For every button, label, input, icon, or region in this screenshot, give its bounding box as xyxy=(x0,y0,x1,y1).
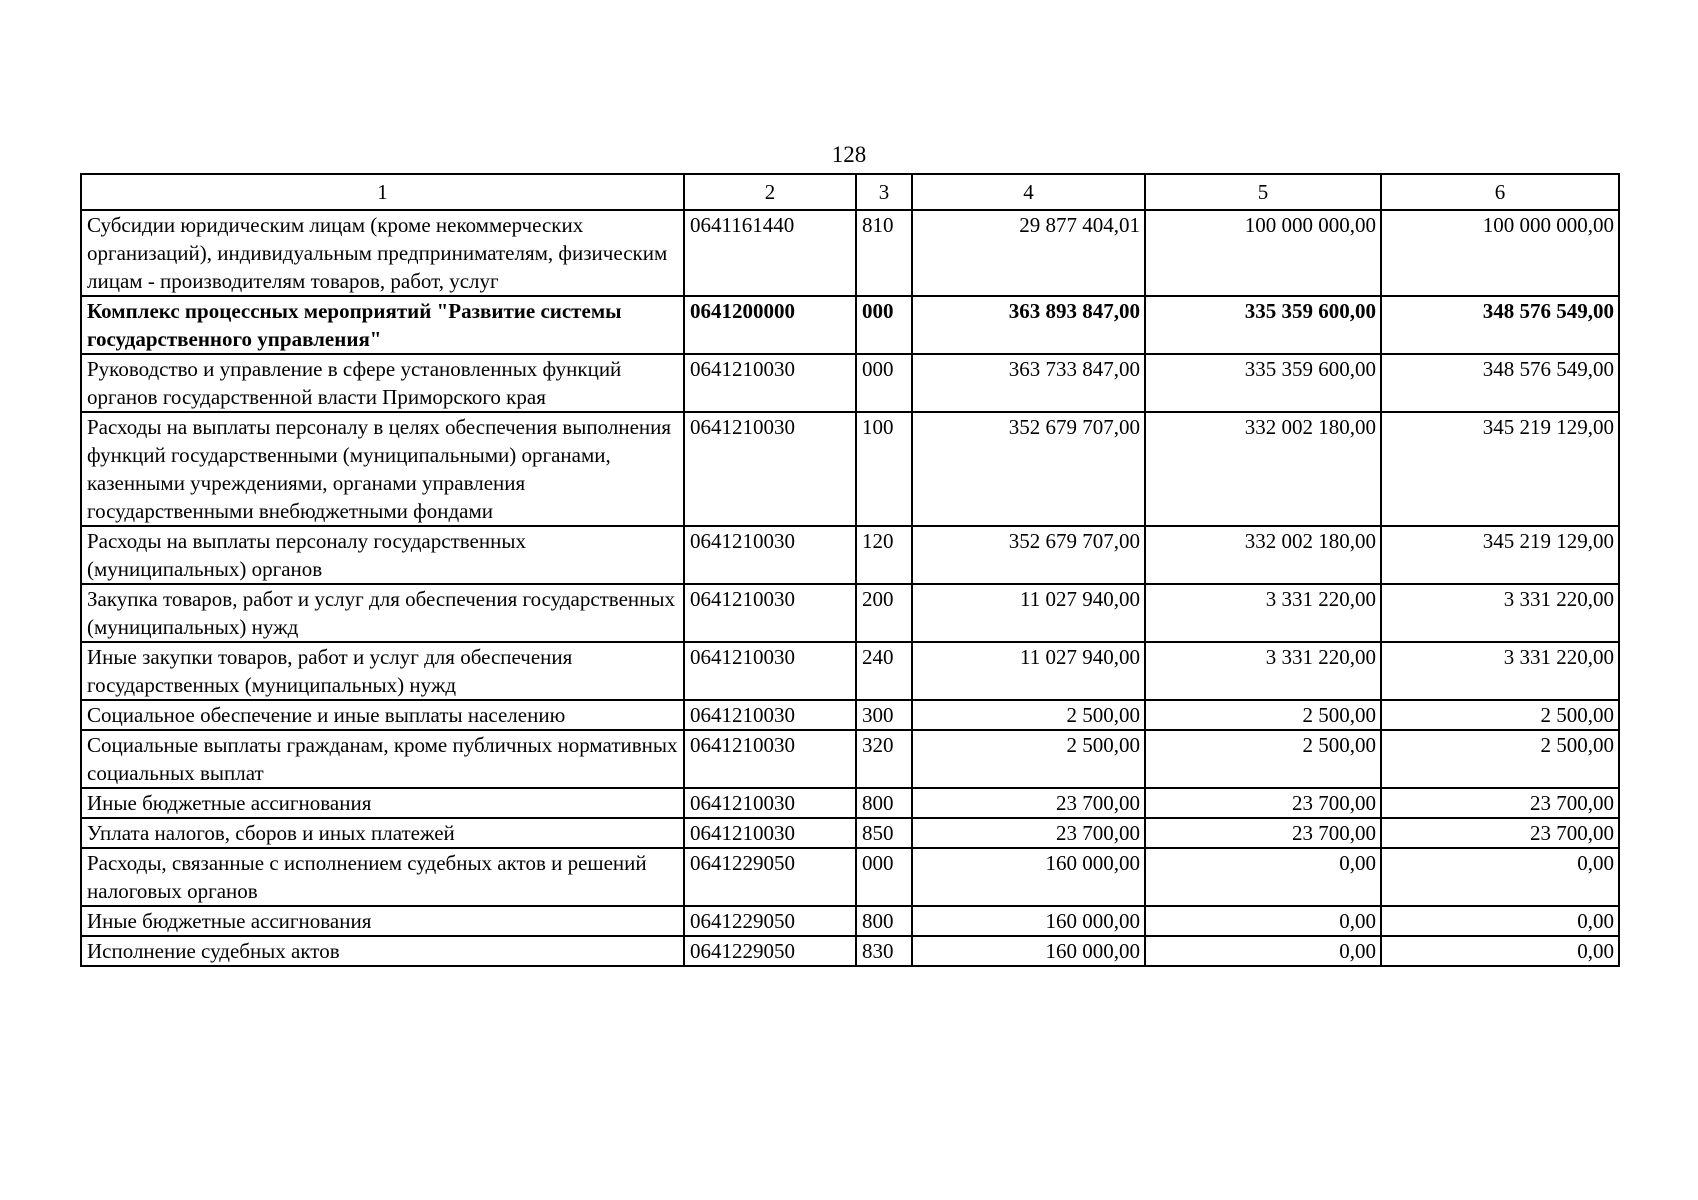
table-row xyxy=(81,642,1619,700)
row-amount-col4-cell: 2 500,00 xyxy=(912,730,1145,788)
row-amount-col5-cell: 2 500,00 xyxy=(1145,700,1381,730)
row-type-cell: 830 xyxy=(856,936,912,966)
row-amount-col6-cell: 23 700,00 xyxy=(1381,818,1619,848)
row-amount-col4-cell: 160 000,00 xyxy=(912,906,1145,936)
table-row xyxy=(81,818,1619,848)
column-header: 2 xyxy=(684,174,856,210)
row-code-cell: 0641229050 xyxy=(684,848,856,906)
column-header: 4 xyxy=(912,174,1145,210)
table-row xyxy=(81,906,1619,936)
row-amount-col4-cell: 352 679 707,00 xyxy=(912,526,1145,584)
row-name-cell: Субсидии юридическим лицам (кроме некоммерческих организаций), индивидуальным предпринимателям, физическим лицам - производителям товаров, работ, услуг xyxy=(81,210,684,296)
row-amount-col5-cell: 3 331 220,00 xyxy=(1145,584,1381,642)
table-row xyxy=(81,730,1619,788)
table-row xyxy=(81,700,1619,730)
row-amount-col5-cell: 335 359 600,00 xyxy=(1145,296,1381,354)
row-amount-col4-cell: 23 700,00 xyxy=(912,788,1145,818)
row-name-cell: Социальные выплаты гражданам, кроме публичных нормативных социальных выплат xyxy=(81,730,684,788)
row-type-cell: 800 xyxy=(856,906,912,936)
row-amount-col4-cell: 11 027 940,00 xyxy=(912,642,1145,700)
row-code-cell: 0641210030 xyxy=(684,818,856,848)
row-amount-col6-cell: 348 576 549,00 xyxy=(1381,296,1619,354)
row-name-cell: Закупка товаров, работ и услуг для обеспечения государственных (муниципальных) нужд xyxy=(81,584,684,642)
row-type-cell: 000 xyxy=(856,354,912,412)
row-type-cell: 850 xyxy=(856,818,912,848)
row-name-cell: Комплекс процессных мероприятий "Развитие системы государственного управления" xyxy=(81,296,684,354)
row-code-cell: 0641210030 xyxy=(684,584,856,642)
row-name-cell: Иные бюджетные ассигнования xyxy=(81,788,684,818)
row-code-cell: 0641229050 xyxy=(684,906,856,936)
row-code-cell: 0641210030 xyxy=(684,788,856,818)
row-type-cell: 810 xyxy=(856,210,912,296)
row-amount-col4-cell: 160 000,00 xyxy=(912,848,1145,906)
row-code-cell: 0641210030 xyxy=(684,526,856,584)
row-type-cell: 800 xyxy=(856,788,912,818)
row-code-cell: 0641210030 xyxy=(684,412,856,526)
row-amount-col5-cell: 332 002 180,00 xyxy=(1145,526,1381,584)
row-amount-col4-cell: 363 893 847,00 xyxy=(912,296,1145,354)
column-header: 6 xyxy=(1381,174,1619,210)
row-name-cell: Иные закупки товаров, работ и услуг для обеспечения государственных (муниципальных) нужд xyxy=(81,642,684,700)
column-header: 1 xyxy=(81,174,684,210)
row-amount-col6-cell: 3 331 220,00 xyxy=(1381,642,1619,700)
table-body xyxy=(81,210,1619,966)
table-row xyxy=(81,526,1619,584)
row-amount-col5-cell: 23 700,00 xyxy=(1145,818,1381,848)
row-amount-col4-cell: 29 877 404,01 xyxy=(912,210,1145,296)
row-type-cell: 000 xyxy=(856,296,912,354)
row-type-cell: 000 xyxy=(856,848,912,906)
table-row xyxy=(81,788,1619,818)
row-amount-col4-cell: 11 027 940,00 xyxy=(912,584,1145,642)
row-amount-col6-cell: 2 500,00 xyxy=(1381,700,1619,730)
column-header: 3 xyxy=(856,174,912,210)
row-amount-col4-cell: 352 679 707,00 xyxy=(912,412,1145,526)
row-code-cell: 0641161440 xyxy=(684,210,856,296)
table-row xyxy=(81,354,1619,412)
row-name-cell: Расходы на выплаты персоналу в целях обеспечения выполнения функций государственными (муниципальными) органами, казенными учреждениями, органами управления государственными внебюджетными фондами xyxy=(81,412,684,526)
row-amount-col5-cell: 332 002 180,00 xyxy=(1145,412,1381,526)
row-name-cell: Исполнение судебных актов xyxy=(81,936,684,966)
row-amount-col4-cell: 160 000,00 xyxy=(912,936,1145,966)
row-type-cell: 200 xyxy=(856,584,912,642)
row-amount-col6-cell: 0,00 xyxy=(1381,906,1619,936)
row-name-cell: Руководство и управление в сфере установленных функций органов государственной власти Приморского края xyxy=(81,354,684,412)
row-amount-col5-cell: 0,00 xyxy=(1145,906,1381,936)
row-name-cell: Социальное обеспечение и иные выплаты населению xyxy=(81,700,684,730)
row-amount-col5-cell: 0,00 xyxy=(1145,936,1381,966)
budget-table xyxy=(80,173,1620,967)
row-amount-col6-cell: 2 500,00 xyxy=(1381,730,1619,788)
row-amount-col5-cell: 0,00 xyxy=(1145,848,1381,906)
table-row xyxy=(81,584,1619,642)
table-row xyxy=(81,412,1619,526)
row-amount-col6-cell: 0,00 xyxy=(1381,848,1619,906)
row-amount-col6-cell: 0,00 xyxy=(1381,936,1619,966)
row-code-cell: 0641210030 xyxy=(684,700,856,730)
row-amount-col4-cell: 23 700,00 xyxy=(912,818,1145,848)
row-amount-col6-cell: 345 219 129,00 xyxy=(1381,412,1619,526)
row-type-cell: 300 xyxy=(856,700,912,730)
row-type-cell: 100 xyxy=(856,412,912,526)
row-code-cell: 0641210030 xyxy=(684,642,856,700)
row-code-cell: 0641210030 xyxy=(684,730,856,788)
row-amount-col5-cell: 2 500,00 xyxy=(1145,730,1381,788)
row-name-cell: Расходы на выплаты персоналу государственных (муниципальных) органов xyxy=(81,526,684,584)
row-code-cell: 0641229050 xyxy=(684,936,856,966)
row-amount-col6-cell: 348 576 549,00 xyxy=(1381,354,1619,412)
table-row xyxy=(81,848,1619,906)
row-amount-col5-cell: 23 700,00 xyxy=(1145,788,1381,818)
row-amount-col5-cell: 335 359 600,00 xyxy=(1145,354,1381,412)
row-type-cell: 320 xyxy=(856,730,912,788)
table-header-row xyxy=(81,174,1619,210)
table-row xyxy=(81,210,1619,296)
table-row xyxy=(81,936,1619,966)
column-header: 5 xyxy=(1145,174,1381,210)
row-name-cell: Иные бюджетные ассигнования xyxy=(81,906,684,936)
page-number: 128 xyxy=(831,142,867,167)
row-amount-col5-cell: 100 000 000,00 xyxy=(1145,210,1381,296)
row-amount-col6-cell: 345 219 129,00 xyxy=(1381,526,1619,584)
row-amount-col6-cell: 23 700,00 xyxy=(1381,788,1619,818)
row-code-cell: 0641210030 xyxy=(684,354,856,412)
row-name-cell: Расходы, связанные с исполнением судебных актов и решений налоговых органов xyxy=(81,848,684,906)
row-amount-col4-cell: 363 733 847,00 xyxy=(912,354,1145,412)
row-name-cell: Уплата налогов, сборов и иных платежей xyxy=(81,818,684,848)
row-amount-col6-cell: 3 331 220,00 xyxy=(1381,584,1619,642)
table-row xyxy=(81,296,1619,354)
row-code-cell: 0641200000 xyxy=(684,296,856,354)
row-amount-col5-cell: 3 331 220,00 xyxy=(1145,642,1381,700)
row-amount-col6-cell: 100 000 000,00 xyxy=(1381,210,1619,296)
row-type-cell: 240 xyxy=(856,642,912,700)
row-type-cell: 120 xyxy=(856,526,912,584)
row-amount-col4-cell: 2 500,00 xyxy=(912,700,1145,730)
